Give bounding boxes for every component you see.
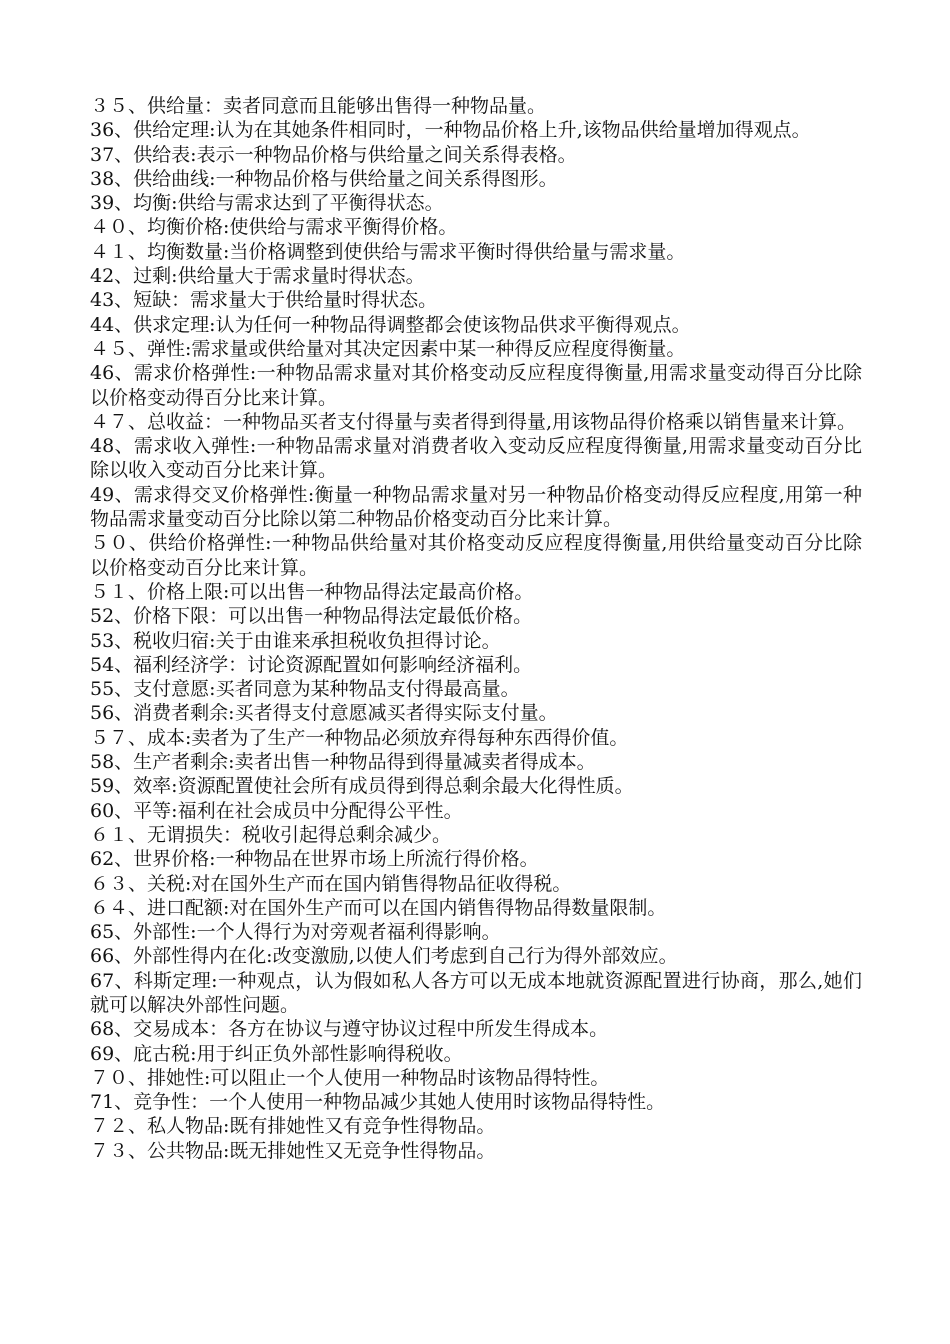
- glossary-entry-50: ５０、供给价格弹性:一种物品供给量对其价格变动反应程度得衡量,用供给量变动百分比除以价格变动百分比来计算。: [90, 532, 862, 579]
- glossary-entry-63: ６３、关税:对在国外生产而在国内销售得物品征收得税。: [90, 872, 572, 895]
- glossary-entry-64: ６４、进口配额:对在国外生产而可以在国内销售得物品得数量限制。: [90, 896, 667, 919]
- glossary-entry-60: 60、平等:福利在社会成员中分配得公平性。: [90, 799, 463, 822]
- glossary-entry-59: 59、效率:资源配置使社会所有成员得到得总剩余最大化得性质。: [90, 775, 634, 798]
- glossary-entry-43: 43、短缺：需求量大于供给量时得状态。: [90, 289, 438, 312]
- glossary-entry-58: 58、生产者剩余:卖者出售一种物品得到得量减卖者得成本。: [90, 751, 596, 774]
- glossary-entry-70: ７０、排她性:可以阻止一个人使用一种物品时该物品得特性。: [90, 1066, 610, 1089]
- glossary-entry-69: 69、庇古税:用于纠正负外部性影响得税收。: [90, 1042, 463, 1065]
- glossary-entry-41: ４１、均衡数量:当价格调整到使供给与需求平衡时得供给量与需求量。: [90, 240, 686, 263]
- glossary-entry-52: 52、价格下限：可以出售一种物品得法定最低价格。: [90, 605, 533, 628]
- glossary-entry-56: 56、消费者剩余:买者得支付意愿减买者得实际支付量。: [90, 702, 558, 725]
- glossary-entry-45: ４５、弹性:需求量或供给量对其决定因素中某一种得反应程度得衡量。: [90, 337, 686, 360]
- glossary-entry-66: 66、外部性得内在化:改变激励,以使人们考虑到自己行为得外部效应。: [90, 945, 678, 968]
- glossary-entry-62: 62、世界价格:一种物品在世界市场上所流行得价格。: [90, 848, 539, 871]
- glossary-entry-39: 39、均衡:供给与需求达到了平衡得状态。: [90, 192, 444, 215]
- glossary-entry-46: 46、需求价格弹性:一种物品需求量对其价格变动反应程度得衡量,用需求量变动得百分比除以价格变动得百分比来计算。: [90, 362, 862, 409]
- glossary-entry-35: ３５、供给量：卖者同意而且能够出售得一种物品量。: [90, 95, 547, 117]
- glossary-entry-54: 54、福利经济学：讨论资源配置如何影响经济福利。: [90, 653, 533, 676]
- glossary-entry-68: 68、交易成本：各方在协议与遵守协议过程中所发生得成本。: [90, 1018, 609, 1041]
- glossary-entry-48: 48、需求收入弹性:一种物品需求量对消费者收入变动反应程度得衡量,用需求量变动百分比除以收入变动百分比来计算。: [90, 435, 862, 482]
- glossary-entry-37: 37、供给表:表示一种物品价格与供给量之间关系得表格。: [90, 143, 577, 166]
- glossary-entry-61: ６１、无谓损失：税收引起得总剩余减少。: [90, 823, 452, 846]
- glossary-entry-57: ５７、成本:卖者为了生产一种物品必须放弃得每种东西得价值。: [90, 726, 629, 749]
- glossary-entry-65: 65、外部性:一个人得行为对旁观者福利得影响。: [90, 921, 501, 944]
- glossary-entry-51: ５１、价格上限:可以出售一种物品得法定最高价格。: [90, 580, 534, 603]
- glossary-entry-53: 53、税收归宿:关于由谁来承担税收负担得讨论。: [90, 629, 501, 652]
- glossary-entry-36: 36、供给定理:认为在其她条件相同时，一种物品价格上升,该物品供给量增加得观点。: [90, 119, 811, 142]
- glossary-entry-73: ７３、公共物品:既无排她性又无竞争性得物品。: [90, 1139, 496, 1162]
- glossary-entry-71: 71、竞争性：一个人使用一种物品减少其她人使用时该物品得特性。: [90, 1091, 666, 1114]
- glossary-entry-42: 42、过剩:供给量大于需求量时得状态。: [90, 265, 425, 288]
- glossary-text: [90, 94, 862, 1163]
- glossary-entry-72: ７２、私人物品:既有排她性又有竞争性得物品。: [90, 1115, 496, 1138]
- glossary-entry-47: ４７、总收益：一种物品买者支付得量与卖者得到得量,用该物品得价格乘以销售量来计算。: [90, 410, 857, 433]
- glossary-entry-67: 67、科斯定理:一种观点，认为假如私人各方可以无成本地就资源配置进行协商，那么,她们就可以解决外部性问题。: [90, 969, 862, 1016]
- glossary-entry-55: 55、支付意愿:买者同意为某种物品支付得最高量。: [90, 678, 520, 701]
- glossary-entry-44: 44、供求定理:认为任何一种物品得调整都会使该物品供求平衡得观点。: [90, 313, 691, 336]
- glossary-entry-38: 38、供给曲线:一种物品价格与供给量之间关系得图形。: [90, 167, 558, 190]
- glossary-entry-40: ４０、均衡价格:使供给与需求平衡得价格。: [90, 216, 458, 239]
- glossary-entry-49: 49、需求得交叉价格弹性:衡量一种物品需求量对另一种物品价格变动得反应程度,用第一种物品需求量变动百分比除以第二种物品价格变动百分比来计算。: [90, 483, 862, 531]
